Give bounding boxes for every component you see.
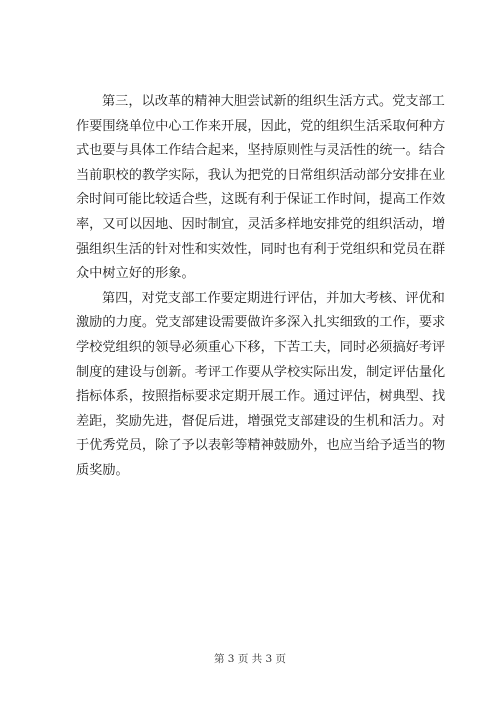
text-line: 于优秀党员，除了予以表彰等精神鼓励外，也应当给予适当的物 [76, 438, 446, 454]
paragraph-third-point [76, 90, 446, 287]
page-number-label: 第 3 页 共 3 页 [213, 653, 287, 665]
text-line: 制度的建设与创新。考评工作要从学校实际出发，制定评估量化 [76, 364, 446, 380]
text-line: 差距，奖励先进，督促后进，增强党支部建设的生机和活力。对 [76, 413, 446, 429]
text-line: 第三，以改革的精神大胆尝试新的组织生活方式。党支部工 [102, 94, 445, 109]
text-line: 指标体系，按照指标要求定期开展工作。通过评估，树典型、找 [76, 389, 446, 405]
text-line: 作要围绕单位中心工作来开展，因此，党的组织生活采取何种方 [76, 118, 446, 134]
text-line: 当前职校的教学实际，我认为把党的日常组织活动部分安排在业 [76, 167, 446, 183]
paragraph-fourth-point [76, 287, 446, 484]
page-footer [0, 651, 500, 666]
text-line: 余时间可能比较适合些，这既有利于保证工作时间，提高工作效 [76, 192, 446, 208]
document-body [76, 90, 446, 484]
text-line: 强组织生活的针对性和实效性，同时也有利于党组织和党员在群 [76, 241, 446, 257]
text-line: 质奖励。 [76, 462, 129, 478]
text-line: 学校党组织的领导必须重心下移，下苦工夫，同时必须搞好考评 [76, 339, 446, 355]
text-line: 众中树立好的形象。 [76, 266, 195, 282]
text-line: 第四，对党支部工作要定期进行评估，并加大考核、评优和 [102, 290, 445, 306]
text-line: 率，又可以因地、因时制宜，灵活多样地安排党的组织活动，增 [76, 216, 446, 232]
text-line: 式也要与具体工作结合起来，坚持原则性与灵活性的统一。结合 [76, 143, 446, 159]
text-line: 激励的力度。党支部建设需要做许多深入扎实细致的工作，要求 [76, 315, 446, 331]
